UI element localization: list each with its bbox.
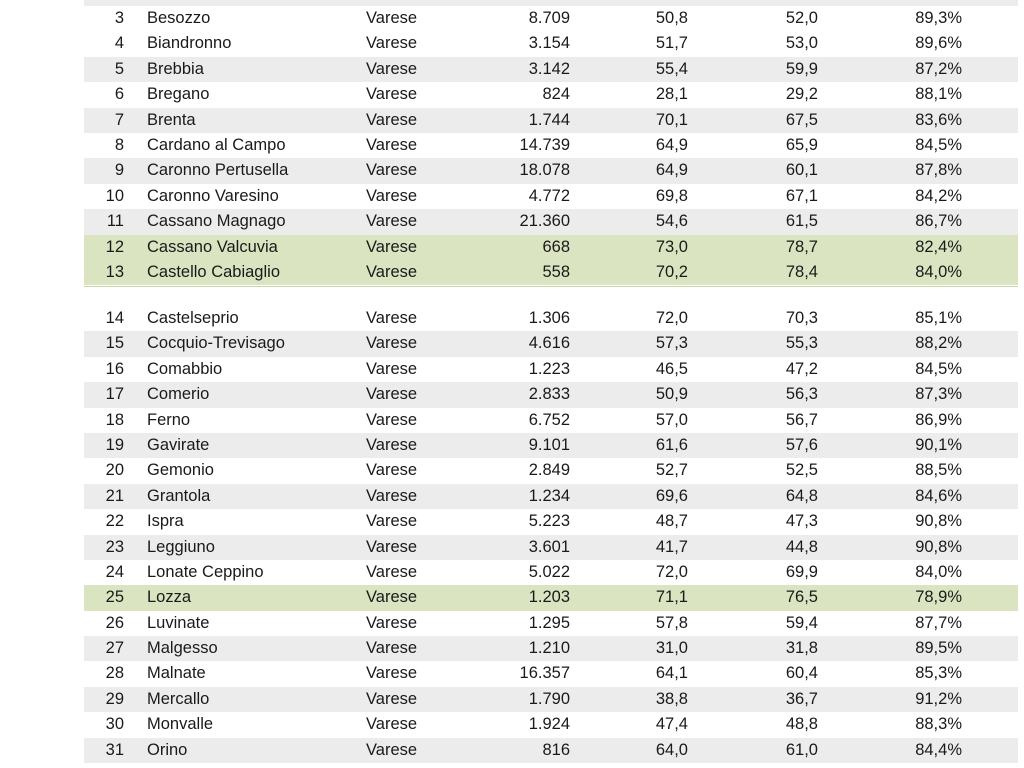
row-number: 6 — [114, 85, 124, 104]
municipality-name: Brenta — [147, 110, 196, 129]
percentage: 84,5% — [915, 135, 962, 154]
population: 824 — [542, 85, 570, 104]
percentage: 87,2% — [915, 59, 962, 78]
percentage: 84,5% — [915, 359, 962, 378]
value-2: 69,9 — [785, 562, 818, 581]
row-number: 19 — [105, 435, 124, 454]
row-number: 8 — [114, 135, 124, 154]
municipality-name: Comerio — [147, 385, 210, 404]
value-1: 50,9 — [655, 385, 688, 404]
value-2: 78,7 — [785, 237, 818, 256]
value-1: 64,9 — [655, 135, 688, 154]
row-number: 10 — [105, 186, 124, 205]
percentage: 88,3% — [915, 715, 962, 734]
municipality-name: Brebbia — [147, 59, 204, 78]
population: 18.078 — [519, 161, 570, 180]
province: Varese — [366, 85, 418, 104]
municipality-name: Cardano al Campo — [147, 135, 286, 154]
municipality-name: Biandronno — [147, 34, 232, 53]
percentage: 84,6% — [915, 486, 962, 505]
table-row — [84, 382, 1018, 407]
row-number: 29 — [105, 689, 124, 708]
value-2: 29,2 — [785, 85, 818, 104]
province: Varese — [366, 212, 418, 231]
table-row — [84, 738, 1018, 763]
population: 1.203 — [528, 588, 570, 607]
population: 1.223 — [528, 359, 570, 378]
province: Varese — [366, 664, 418, 683]
value-1: 61,6 — [655, 435, 688, 454]
municipality-name: Castelseprio — [147, 309, 239, 327]
row-number: 30 — [105, 715, 124, 734]
row-number: 23 — [105, 537, 124, 556]
row-number: 12 — [105, 237, 124, 256]
table-row — [84, 306, 1018, 331]
row-number: 17 — [105, 385, 124, 404]
value-2: 56,3 — [785, 385, 818, 404]
row-number: 31 — [105, 740, 124, 759]
population: 9.101 — [528, 435, 570, 454]
table-row — [84, 433, 1018, 458]
population: 5.223 — [528, 512, 570, 531]
table-row — [84, 57, 1018, 82]
percentage: 86,7% — [915, 212, 962, 231]
value-2: 59,4 — [785, 613, 818, 632]
province: Varese — [366, 334, 418, 353]
row-number: 7 — [114, 110, 124, 129]
population: 816 — [542, 740, 570, 759]
province: Varese — [366, 562, 418, 581]
municipality-name: Cocquio-Trevisago — [147, 334, 285, 353]
population: 14.739 — [519, 135, 570, 154]
value-2: 55,3 — [785, 334, 818, 353]
value-1: 31,0 — [655, 639, 688, 658]
province: Varese — [366, 613, 418, 632]
population: 3.154 — [528, 34, 570, 53]
province: Varese — [366, 486, 418, 505]
value-1: 72,0 — [655, 309, 688, 327]
population: 668 — [542, 237, 570, 256]
percentage: 84,0% — [915, 562, 962, 581]
table-row — [84, 535, 1018, 560]
percentage: 90,1% — [915, 435, 962, 454]
value-2: 60,1 — [785, 161, 818, 180]
table-row — [84, 585, 1018, 610]
province: Varese — [366, 537, 418, 556]
population: 1.790 — [528, 689, 570, 708]
municipality-name: Ferno — [147, 410, 191, 429]
table-row — [84, 82, 1018, 107]
value-1: 64,0 — [655, 740, 688, 759]
population: 16.357 — [519, 664, 570, 683]
table-row — [84, 184, 1018, 209]
population: 6.752 — [528, 410, 570, 429]
province: Varese — [366, 715, 418, 734]
row-number: 11 — [106, 212, 124, 231]
section-divider — [84, 286, 1018, 287]
municipality-name: Grantola — [147, 486, 211, 505]
value-2: 59,9 — [785, 59, 818, 78]
row-number: 22 — [105, 512, 124, 531]
municipality-name: Malnate — [147, 664, 206, 683]
table-row — [84, 611, 1018, 636]
row-number: 24 — [105, 562, 124, 581]
table-row — [84, 636, 1018, 661]
table-row — [84, 31, 1018, 56]
province: Varese — [366, 110, 418, 129]
province: Varese — [366, 186, 418, 205]
percentage: 86,9% — [915, 410, 962, 429]
table-row — [84, 661, 1018, 686]
province: Varese — [366, 237, 418, 256]
municipality-name: Mercallo — [147, 689, 210, 708]
percentage: 89,3% — [915, 9, 962, 27]
percentage: 84,0% — [915, 262, 962, 281]
population: 2.849 — [528, 461, 570, 480]
percentage: 85,3% — [915, 664, 962, 683]
population: 21.360 — [519, 212, 570, 231]
table-row — [84, 235, 1018, 260]
row-number: 16 — [105, 359, 124, 378]
value-1: 70,2 — [655, 262, 688, 281]
population: 2.833 — [528, 385, 570, 404]
table-row — [84, 509, 1018, 534]
value-1: 55,4 — [655, 59, 688, 78]
row-number: 15 — [105, 334, 124, 353]
value-2: 67,1 — [785, 186, 818, 205]
province: Varese — [366, 639, 418, 658]
value-1: 71,1 — [655, 588, 688, 607]
population: 3.142 — [528, 59, 570, 78]
value-1: 64,1 — [655, 664, 688, 683]
value-1: 69,6 — [655, 486, 688, 505]
province: Varese — [366, 410, 418, 429]
table-row — [84, 6, 1018, 31]
value-2: 78,4 — [785, 262, 818, 281]
population: 1.295 — [528, 613, 570, 632]
value-1: 70,1 — [655, 110, 688, 129]
value-2: 64,8 — [785, 486, 818, 505]
table-row — [84, 158, 1018, 183]
value-2: 67,5 — [785, 110, 818, 129]
value-2: 57,6 — [785, 435, 818, 454]
table-row — [84, 408, 1018, 433]
percentage: 90,8% — [915, 512, 962, 531]
value-2: 48,8 — [785, 715, 818, 734]
value-2: 61,0 — [785, 740, 818, 759]
municipality-name: Malgesso — [147, 639, 218, 658]
province: Varese — [366, 161, 418, 180]
table-row — [84, 357, 1018, 382]
row-number: 13 — [105, 262, 124, 281]
population: 8.709 — [528, 9, 570, 27]
row-number: 5 — [114, 59, 124, 78]
value-1: 57,3 — [655, 334, 688, 353]
value-2: 60,4 — [785, 664, 818, 683]
percentage: 83,6% — [915, 110, 962, 129]
province: Varese — [366, 135, 418, 154]
row-number: 28 — [105, 664, 124, 683]
province: Varese — [366, 461, 418, 480]
value-1: 28,1 — [655, 85, 688, 104]
value-2: 61,5 — [785, 212, 818, 231]
population: 4.772 — [528, 186, 570, 205]
percentage: 90,8% — [915, 537, 962, 556]
municipality-name: Besozzo — [147, 9, 211, 27]
municipality-name: Cassano Magnago — [147, 212, 286, 231]
value-2: 36,7 — [785, 689, 818, 708]
table-row — [84, 209, 1018, 234]
municipality-name: Gemonio — [147, 461, 214, 480]
municipality-name: Gavirate — [147, 435, 210, 454]
row-number: 9 — [114, 161, 124, 180]
population: 1.744 — [528, 110, 570, 129]
province: Varese — [366, 385, 418, 404]
value-2: 52,0 — [785, 9, 818, 27]
province: Varese — [366, 9, 418, 27]
value-1: 38,8 — [655, 689, 688, 708]
value-2: 31,8 — [785, 639, 818, 658]
row-number: 21 — [105, 486, 124, 505]
table-row — [84, 458, 1018, 483]
value-2: 53,0 — [785, 34, 818, 53]
percentage: 87,7% — [915, 613, 962, 632]
value-1: 52,7 — [655, 461, 688, 480]
value-1: 57,0 — [655, 410, 688, 429]
value-2: 52,5 — [785, 461, 818, 480]
percentage: 88,2% — [915, 334, 962, 353]
province: Varese — [366, 689, 418, 708]
population: 1.924 — [528, 715, 570, 734]
municipality-name: Bregano — [147, 85, 210, 104]
row-number: 26 — [105, 613, 124, 632]
value-1: 54,6 — [655, 212, 688, 231]
percentage: 88,1% — [915, 85, 962, 104]
value-2: 76,5 — [785, 588, 818, 607]
row-number: 14 — [105, 309, 124, 327]
population: 1.210 — [528, 639, 570, 658]
row-number: 25 — [105, 588, 124, 607]
percentage: 87,8% — [915, 161, 962, 180]
percentage: 89,5% — [915, 639, 962, 658]
population: 3.601 — [528, 537, 570, 556]
province: Varese — [366, 359, 418, 378]
value-1: 69,8 — [655, 186, 688, 205]
municipality-name: Caronno Pertusella — [147, 161, 289, 180]
municipality-name: Luvinate — [147, 613, 210, 632]
province: Varese — [366, 309, 418, 327]
municipality-name: Leggiuno — [147, 537, 215, 556]
population: 4.616 — [528, 334, 570, 353]
percentage: 78,9% — [915, 588, 962, 607]
table-block-1 — [84, 6, 1018, 285]
value-1: 57,8 — [655, 613, 688, 632]
province: Varese — [366, 435, 418, 454]
value-1: 47,4 — [655, 715, 688, 734]
percentage: 91,2% — [915, 689, 962, 708]
value-1: 50,8 — [655, 9, 688, 27]
municipality-name: Orino — [147, 740, 188, 759]
value-2: 65,9 — [785, 135, 818, 154]
value-1: 41,7 — [655, 537, 688, 556]
value-1: 73,0 — [655, 237, 688, 256]
row-number: 18 — [105, 410, 124, 429]
row-number: 27 — [105, 639, 124, 658]
population: 5.022 — [528, 562, 570, 581]
municipality-name: Ispra — [147, 512, 184, 531]
row-number: 4 — [114, 34, 124, 53]
table-row — [84, 133, 1018, 158]
percentage: 89,6% — [915, 34, 962, 53]
table-block-2 — [84, 306, 1018, 763]
province: Varese — [366, 588, 418, 607]
population: 1.234 — [528, 486, 570, 505]
value-1: 51,7 — [655, 34, 688, 53]
table-row — [84, 108, 1018, 133]
table-row — [84, 712, 1018, 737]
table-row — [84, 484, 1018, 509]
percentage: 87,3% — [915, 385, 962, 404]
province: Varese — [366, 262, 418, 281]
value-1: 48,7 — [655, 512, 688, 531]
value-2: 47,3 — [785, 512, 818, 531]
value-2: 56,7 — [785, 410, 818, 429]
municipality-name: Lozza — [147, 588, 192, 607]
province: Varese — [366, 59, 418, 78]
row-number: 3 — [114, 9, 124, 27]
table-row — [84, 560, 1018, 585]
province: Varese — [366, 512, 418, 531]
table-row — [84, 687, 1018, 712]
percentage: 82,4% — [915, 237, 962, 256]
municipality-name: Caronno Varesino — [147, 186, 279, 205]
municipality-name: Lonate Ceppino — [147, 562, 264, 581]
percentage: 84,4% — [915, 740, 962, 759]
value-2: 70,3 — [785, 309, 818, 327]
percentage: 88,5% — [915, 461, 962, 480]
value-1: 46,5 — [655, 359, 688, 378]
municipality-name: Cassano Valcuvia — [147, 237, 278, 256]
municipality-name: Monvalle — [147, 715, 214, 734]
value-1: 64,9 — [655, 161, 688, 180]
municipality-name: Castello Cabiaglio — [147, 262, 280, 281]
population: 1.306 — [528, 309, 570, 327]
table-row — [84, 260, 1018, 285]
percentage: 85,1% — [915, 309, 962, 327]
province: Varese — [366, 34, 418, 53]
percentage: 84,2% — [915, 186, 962, 205]
municipality-name: Comabbio — [147, 359, 223, 378]
value-1: 72,0 — [655, 562, 688, 581]
value-2: 44,8 — [785, 537, 818, 556]
row-number: 20 — [105, 461, 124, 480]
province: Varese — [366, 740, 418, 759]
population: 558 — [542, 262, 570, 281]
table-row — [84, 331, 1018, 356]
value-2: 47,2 — [785, 359, 818, 378]
